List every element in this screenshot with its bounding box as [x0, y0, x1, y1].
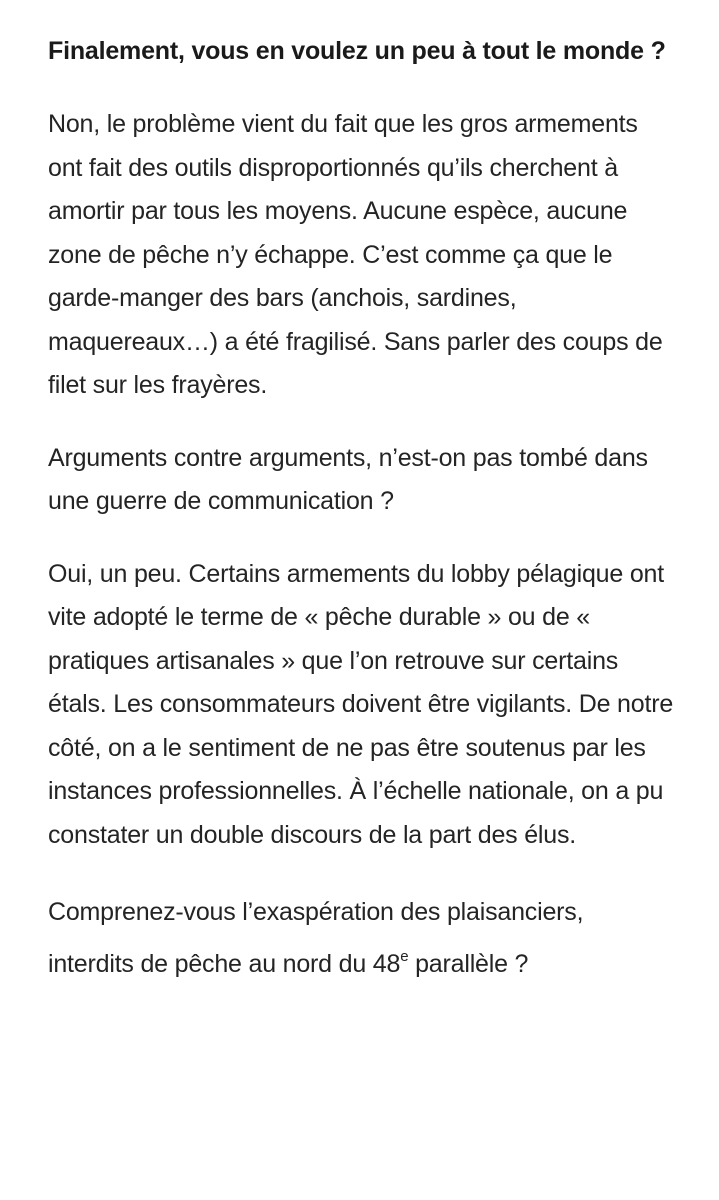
interview-answer-1: Non, le problème vient du fait que les gros armements ont fait des outils disproportionnés qu’ils cherchent à amortir par tous les moyens. Aucune espèce, aucune zone de pêche n’y échappe. C’est comme ça que le garde-manger des bars (anchois, sardines, maquereaux…) a été fragilisé. Sans parler des coups de filet sur les frayères.	[48, 110, 663, 399]
interview-question-1: Finalement, vous en voulez un peu à tout le monde ?	[48, 37, 666, 65]
interview-answer-2: Oui, un peu. Certains armements du lobby pélagique ont vite adopté le terme de « pêche durable » ou de « pratiques artisanales » que l’on retrouve sur certains étals. Les consommateurs doivent être vigilants. De notre côté, on a le sentiment de ne pas être soutenus par les instances professionnelles. À l’échelle nationale, on a pu constater un double discours de la part des élus.	[48, 559, 674, 849]
interview-question-2: Arguments contre arguments, n’est-on pas tombé dans une guerre de communication ?	[48, 443, 648, 515]
ordinal-superscript: e	[400, 948, 409, 965]
interview-question-3	[48, 886, 675, 990]
question-3-text-end: parallèle ?	[408, 950, 529, 978]
question-3-text: Comprenez-vous l’exaspération des plaisanciers, interdits de pêche au nord du 48	[48, 898, 584, 978]
